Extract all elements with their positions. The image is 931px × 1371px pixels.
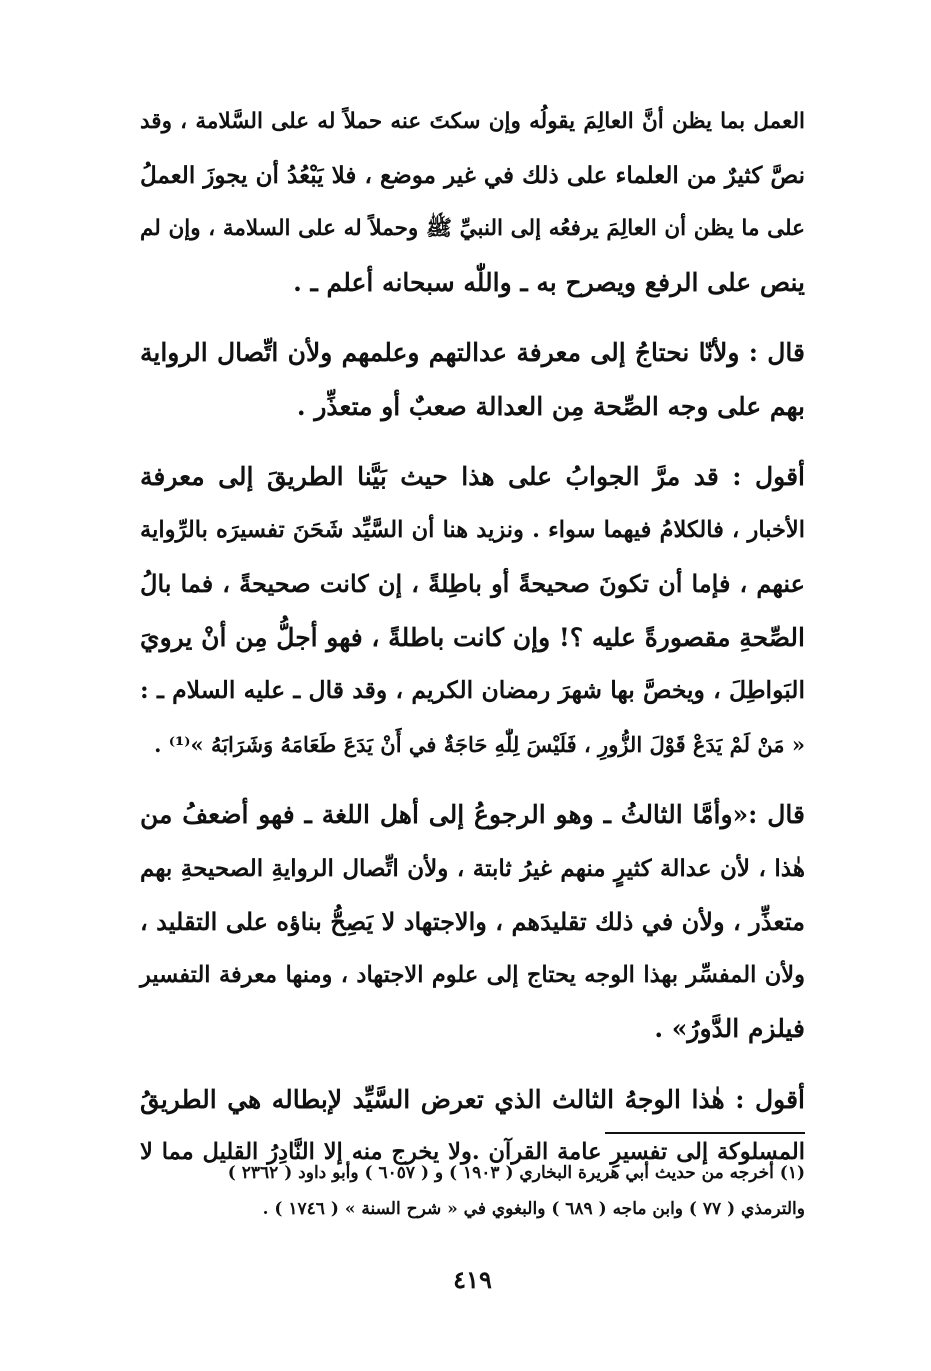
paragraph-gap [140,433,805,450]
text-line: قال :«وأمَّا الثالثُ ـ وهو الرجوعُ إلى أهل اللغة ـ فهو أضعفُ من [140,800,805,829]
paragraph-gap [140,309,805,326]
paragraph-2 [140,326,805,433]
footnotes [140,1155,805,1227]
footnote-line: والترمذي ( ٧٧ ) وابن ماجه ( ٦٨٩ ) والبغوي في « شرح السنة » ( ١٧٤٦ ) . [262,1199,805,1219]
text-line: هٰذا ، لأن عدالة كثيرٍ منهم غيرُ ثابتة ، ولأن اتِّصال الروايةِ الصحيحةِ بهم [140,854,805,882]
hadith-quote-line: « مَنْ لَمْ يَدَعْ قَوْلَ الزُّورِ ، فَلَيْسَ لِلّٰهِ حَاجَةٌ في أَنْ يَدَعَ طَعَامَهُ وَشَرَابَهُ »⁽¹⁾ . [154,731,805,757]
text-line: فيلزم الدَّورُ» . [654,1014,805,1043]
text-line: قال : ولأنّا نحتاجُ إلى معرفة عدالتهم وعلمهم ولأن اتِّصال الرواية [140,338,805,367]
text-line: على ما يظن أن العالِمَ يرفعُه إلى النبيِّ ﷺ وحملاً له على السلامة ، وإن لم [140,216,805,241]
text-line: أقول : هٰذا الوجهُ الثالث الذي تعرض السَّيِّد لإبطاله هي الطريقُ [140,1084,805,1114]
footnote-line: (١) أخرجه من حديث أبي هريرة البخاري ( ١٩٠٣ ) و ( ٦٠٥٧ ) وأبو داود ( ٢٣٦٢ ) [227,1163,805,1183]
text-line: متعذِّر ، ولأن في ذلك تقليدَهم ، والاجتهاد لا يَصِحُّ بناؤه على التقليد ، [140,907,805,936]
text-line: البَواطِلَ ، ويخصَّ بها شهرَ رمضان الكريم ، وقد قال ـ عليه السلام ـ : [140,676,805,704]
text-line: نصَّ كثيرٌ من العلماء على ذلك في غير موضع ، فلا يَبْعُدُ أن يجوزَ العملُ [140,161,805,189]
text-line: الأخبار ، فالكلامُ فيهما سواء . ونزيد هنا أن السَّيِّد شَحَنَ تفسيرَه بالرِّواية [140,516,805,543]
paragraph-1 [140,95,805,309]
footnote-divider [605,1132,805,1134]
paragraph-4 [140,788,805,1056]
text-line: المسلوكة إلى تفسيرِ عامة القرآن .ولا يخرج منه إلا النَّادِرُ القليل مما لا [140,1139,805,1165]
paragraph-gap [140,1056,805,1073]
paragraph-gap [140,771,805,788]
text-line: أقول : قد مرَّ الجوابُ على هذا حيث بَيَّنا الطريقَ إلى معرفة [140,462,805,491]
text-line: بهم على وجه الصِّحة مِن العدالة صعبٌ أو متعذِّر . [296,391,805,421]
text-line: العمل بما يظن أنَّ العالِمَ يقولُه وإن سكتَ عنه حملاً له على السَّلامة ، وقد [140,109,805,134]
page-number: ٤١٩ [453,1265,492,1294]
page [140,95,805,1335]
text-line: ولأن المفسِّر بهذا الوجه يحتاج إلى علوم الاجتهاد ، ومنها معرفة التفسير [140,961,805,988]
text-line: ينص على الرفع ويصرح به ـ واللّٰه سبحانه أعلم ـ . [293,267,805,297]
text-line: الصِّحةِ مقصورةً عليه ؟! وإن كانت باطلةً ، فهو أجلُّ مِن أنْ يرويَ [140,622,805,652]
paragraph-3 [140,450,805,771]
text-line: عنهم ، فإما أن تكونَ صحيحةً أو باطِلةً ، إن كانت صحيحةً ، فما بالُ [140,569,805,598]
